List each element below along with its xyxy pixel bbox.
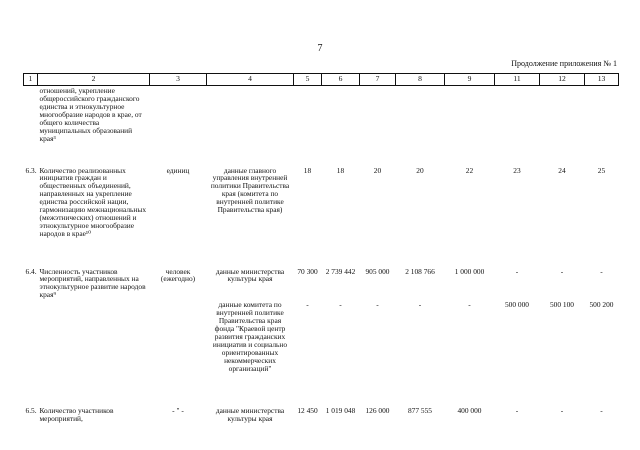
header-cell: 1: [24, 74, 38, 86]
value-cell: -: [600, 266, 603, 276]
value-cell: [360, 86, 396, 166]
value-cell: 2 739 442: [325, 266, 356, 276]
value-cell: 500 100: [549, 300, 575, 310]
indicators-table: [23, 73, 619, 436]
value-cell: [540, 86, 585, 166]
value-cell: [585, 86, 619, 166]
value-cell: -: [515, 406, 519, 416]
value-cell: 1 000 000: [454, 266, 485, 276]
value-cell: -: [560, 406, 564, 416]
value-cell: [322, 86, 360, 166]
header-cell: 8: [396, 74, 445, 86]
value-cell: 1 019 048: [325, 406, 356, 416]
value-cell: -: [560, 266, 564, 276]
table-row: [24, 166, 619, 267]
source-cell: данные комитета по внутренней политике Правительства края фонда "Краевой центр развития гражданских инициатив и социально ориентированных некоммерческих организаций": [212, 300, 288, 374]
unit-cell: [150, 300, 207, 406]
value-cell: 905 000: [365, 266, 390, 276]
value-cell: 2 108 766: [405, 266, 435, 276]
indicator-name: Количество реализованных инициатив граждан и общественных объединений, направленных на укрепление единства российской нации, гармонизацию межнациональных (межэтнических) отношений и этнокультурное многообразие народов в крае¹⁰: [39, 165, 147, 239]
table-row: [24, 300, 619, 406]
source-cell: данные главного управления внутренней политики Правительства края (комитета по внутренней политике Правительства края): [210, 165, 290, 215]
value-cell: 20: [416, 165, 424, 175]
page-number: 7: [317, 43, 323, 54]
header-cell: 2: [38, 74, 150, 86]
unit-cell: [150, 86, 207, 166]
value-cell: -: [306, 300, 309, 310]
source-cell: данные министерства культуры края: [215, 266, 285, 284]
value-cell: [396, 86, 445, 166]
value-cell: -: [515, 266, 519, 276]
value-cell: -: [600, 406, 603, 416]
value-cell: 400 000: [457, 406, 482, 416]
value-cell: 877 555: [407, 406, 433, 416]
row-number: 6.4.: [25, 266, 37, 276]
table-header-row: [24, 74, 619, 86]
header-cell: 7: [360, 74, 396, 86]
value-cell: -: [418, 300, 422, 310]
value-cell: 18: [303, 165, 312, 175]
row-number: 6.5.: [25, 406, 37, 416]
source-cell: [207, 86, 294, 166]
header-cell: 13: [585, 74, 619, 86]
continuation-label: Продолжение приложения № 1: [511, 59, 617, 68]
indicator-name: отношений, укрепление общероссийского гражданского единства и этнокультурное многообразие народов в крае, от общего количества муниципальных образований края³: [39, 86, 142, 143]
value-cell: [445, 86, 495, 166]
value-cell: 24: [558, 165, 566, 175]
indicator-name: Численность участников мероприятий, направленных на этнокультурное развитие народов края⁹: [39, 266, 146, 300]
value-cell: [294, 86, 322, 166]
header-cell: 3: [150, 74, 207, 86]
header-cell: 11: [495, 74, 540, 86]
indicator-name: Количество участников мероприятий,: [39, 406, 114, 424]
unit-cell: единиц: [166, 165, 190, 175]
value-cell: 18: [336, 165, 345, 175]
value-cell: -: [468, 300, 471, 310]
value-cell: -: [339, 300, 342, 310]
row-number: 6.3.: [25, 165, 37, 175]
table-row: [24, 406, 619, 436]
value-cell: 23: [513, 165, 521, 175]
value-cell: 22: [465, 165, 474, 175]
unit-cell: человек (ежегодно): [160, 266, 196, 284]
header-cell: 12: [540, 74, 585, 86]
value-cell: 25: [597, 165, 606, 175]
indicator-name: [38, 300, 150, 406]
value-cell: 500 000: [504, 300, 530, 310]
value-cell: 126 000: [365, 406, 390, 416]
header-cell: 4: [207, 74, 294, 86]
table-row: [24, 267, 619, 301]
value-cell: -: [376, 300, 379, 310]
row-number: [24, 86, 38, 166]
value-cell: 12 450: [297, 406, 318, 416]
table-row: [24, 86, 619, 166]
header-cell: 6: [322, 74, 360, 86]
value-cell: [495, 86, 540, 166]
source-cell: данные министерства культуры края: [215, 406, 285, 424]
value-cell: 70 300: [297, 266, 318, 276]
value-cell: 500 200: [589, 300, 614, 310]
header-cell: 9: [445, 74, 495, 86]
header-cell: 5: [294, 74, 322, 86]
unit-cell: - " -: [172, 406, 184, 416]
value-cell: 20: [373, 165, 382, 175]
row-number: [24, 300, 38, 406]
